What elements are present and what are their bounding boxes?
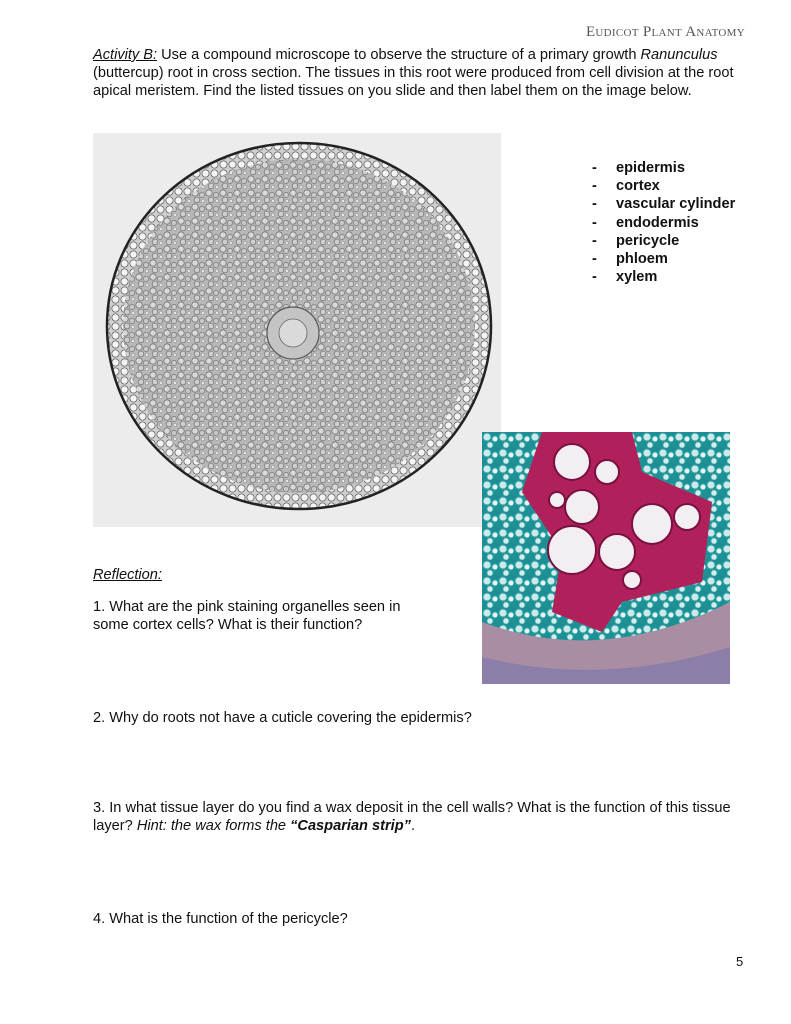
list-item: - cortex [592, 178, 660, 195]
list-item: - phloem [592, 251, 668, 268]
list-item: - endodermis [592, 214, 699, 231]
activity-instructions [93, 46, 753, 100]
list-item: - pericycle [592, 232, 680, 249]
list-item: - epidermis [592, 160, 685, 176]
activity-text-1: Use a compound microscope to observe the structure of a primary growth [157, 47, 641, 63]
question-2: 2. Why do roots not have a cuticle covering the epidermis? [93, 710, 472, 726]
question-1: 1. What are the pink staining organelles seen in some cortex cells? What is their function? [93, 599, 401, 633]
tissue-list [592, 159, 735, 286]
list-item: - vascular cylinder [592, 196, 736, 213]
root-cross-section-micrograph [93, 133, 501, 527]
stained-vascular-drawing [482, 432, 730, 684]
list-item: - xylem [592, 269, 658, 286]
running-header: Eudicot Plant Anatomy [585, 24, 745, 40]
activity-label: Activity B: [93, 47, 158, 63]
species-name: Ranunculus [640, 47, 718, 63]
vascular-core [279, 319, 307, 347]
activity-text-2: (buttercup) root in cross section. The tissues in this root were produced from cell division at the root apical meristem. Find the listed tissues on you slide and then label them on the image below. [93, 65, 734, 99]
question-3: 3. In what tissue layer do you find a wax deposit in the cell walls? What is the function of this tissue layer? Hint: the wax forms the “Casparian strip”. [93, 800, 731, 834]
root-cross-section-drawing [93, 133, 501, 527]
page-number: 5 [736, 954, 744, 969]
question-4: 4. What is the function of the pericycle? [93, 911, 348, 927]
reflection-heading: Reflection: [93, 567, 162, 583]
stained-vascular-micrograph [482, 432, 730, 684]
